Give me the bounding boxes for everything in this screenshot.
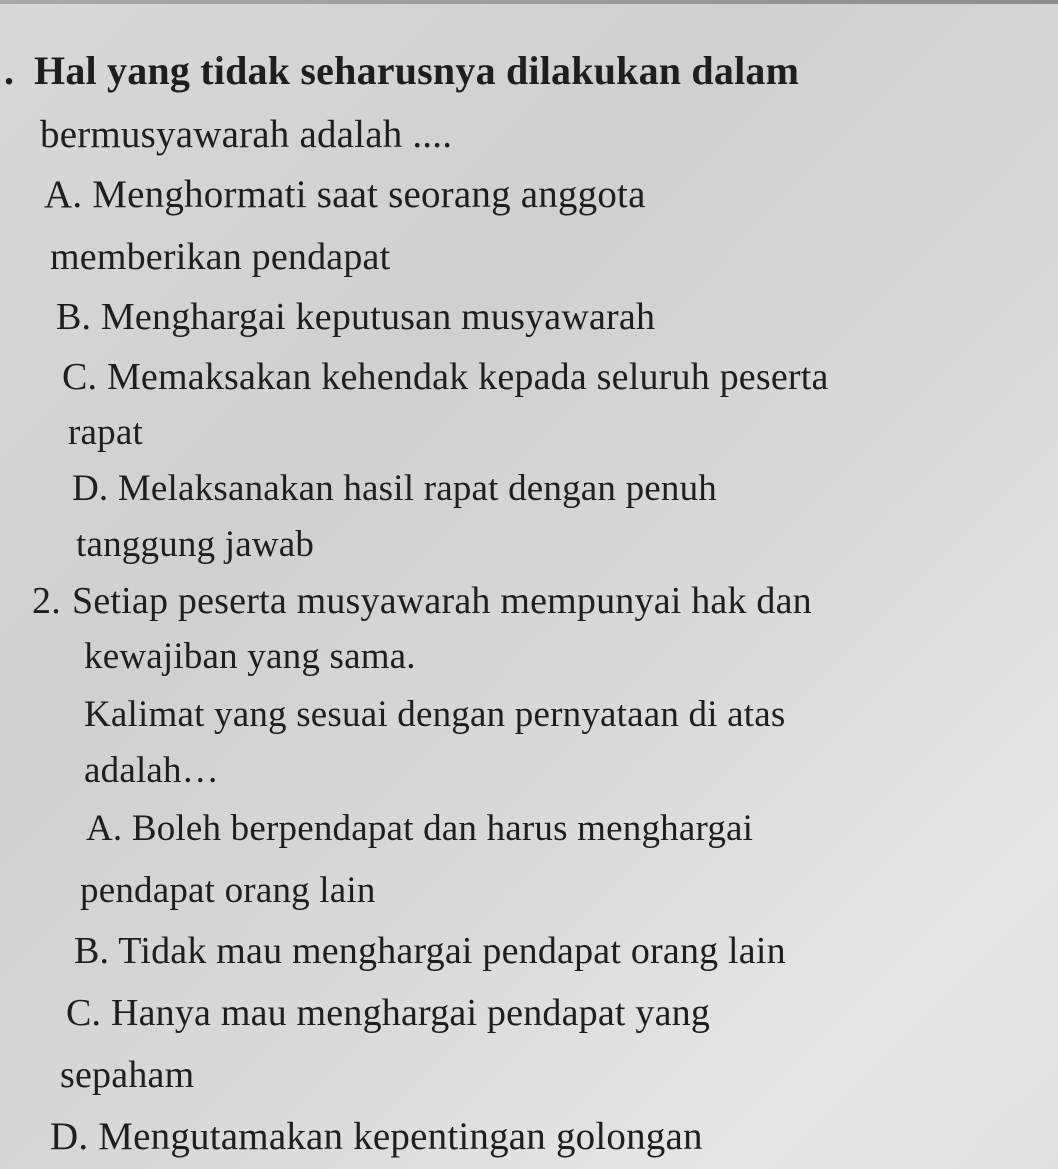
question-stem-line: kewajiban yang sama. bbox=[84, 636, 416, 677]
question-number: . bbox=[4, 48, 15, 93]
option-d-continuation: tanggung jawab bbox=[76, 524, 315, 565]
option-a[interactable]: A. Menghormati saat seorang anggota bbox=[44, 173, 646, 216]
option-b[interactable]: B. Tidak mau menghargai pendapat orang lain bbox=[74, 930, 786, 972]
option-a-continuation: memberikan pendapat bbox=[50, 236, 391, 278]
option-b[interactable]: B. Menghargai keputusan musyawarah bbox=[56, 296, 656, 338]
option-c-continuation: sepaham bbox=[60, 1054, 195, 1096]
question-number: 2. bbox=[32, 580, 61, 622]
option-c-continuation: rapat bbox=[68, 412, 143, 453]
option-a[interactable]: A. Boleh berpendapat dan harus menghargai bbox=[86, 808, 754, 849]
option-d[interactable]: D. Melaksanakan hasil rapat dengan penuh bbox=[72, 468, 718, 509]
option-c[interactable]: C. Hanya mau menghargai pendapat yang bbox=[66, 992, 711, 1034]
question-stem-line: bermusyawarah adalah .... bbox=[40, 113, 453, 156]
question-stem-line: Hal yang tidak seharusnya dilakukan dalam bbox=[34, 48, 800, 93]
option-c[interactable]: C. Memaksakan kehendak kepada seluruh peserta bbox=[62, 356, 829, 398]
question-stem-line: adalah… bbox=[84, 750, 219, 791]
option-d[interactable]: D. Mengutamakan kepentingan golongan bbox=[50, 1115, 703, 1158]
page-top-edge bbox=[0, 0, 1058, 4]
question-stem-line: Setiap peserta musyawarah mempunyai hak dan bbox=[72, 580, 812, 622]
option-a-continuation: pendapat orang lain bbox=[80, 870, 376, 911]
question-stem-line: Kalimat yang sesuai dengan pernyataan di atas bbox=[84, 694, 786, 735]
